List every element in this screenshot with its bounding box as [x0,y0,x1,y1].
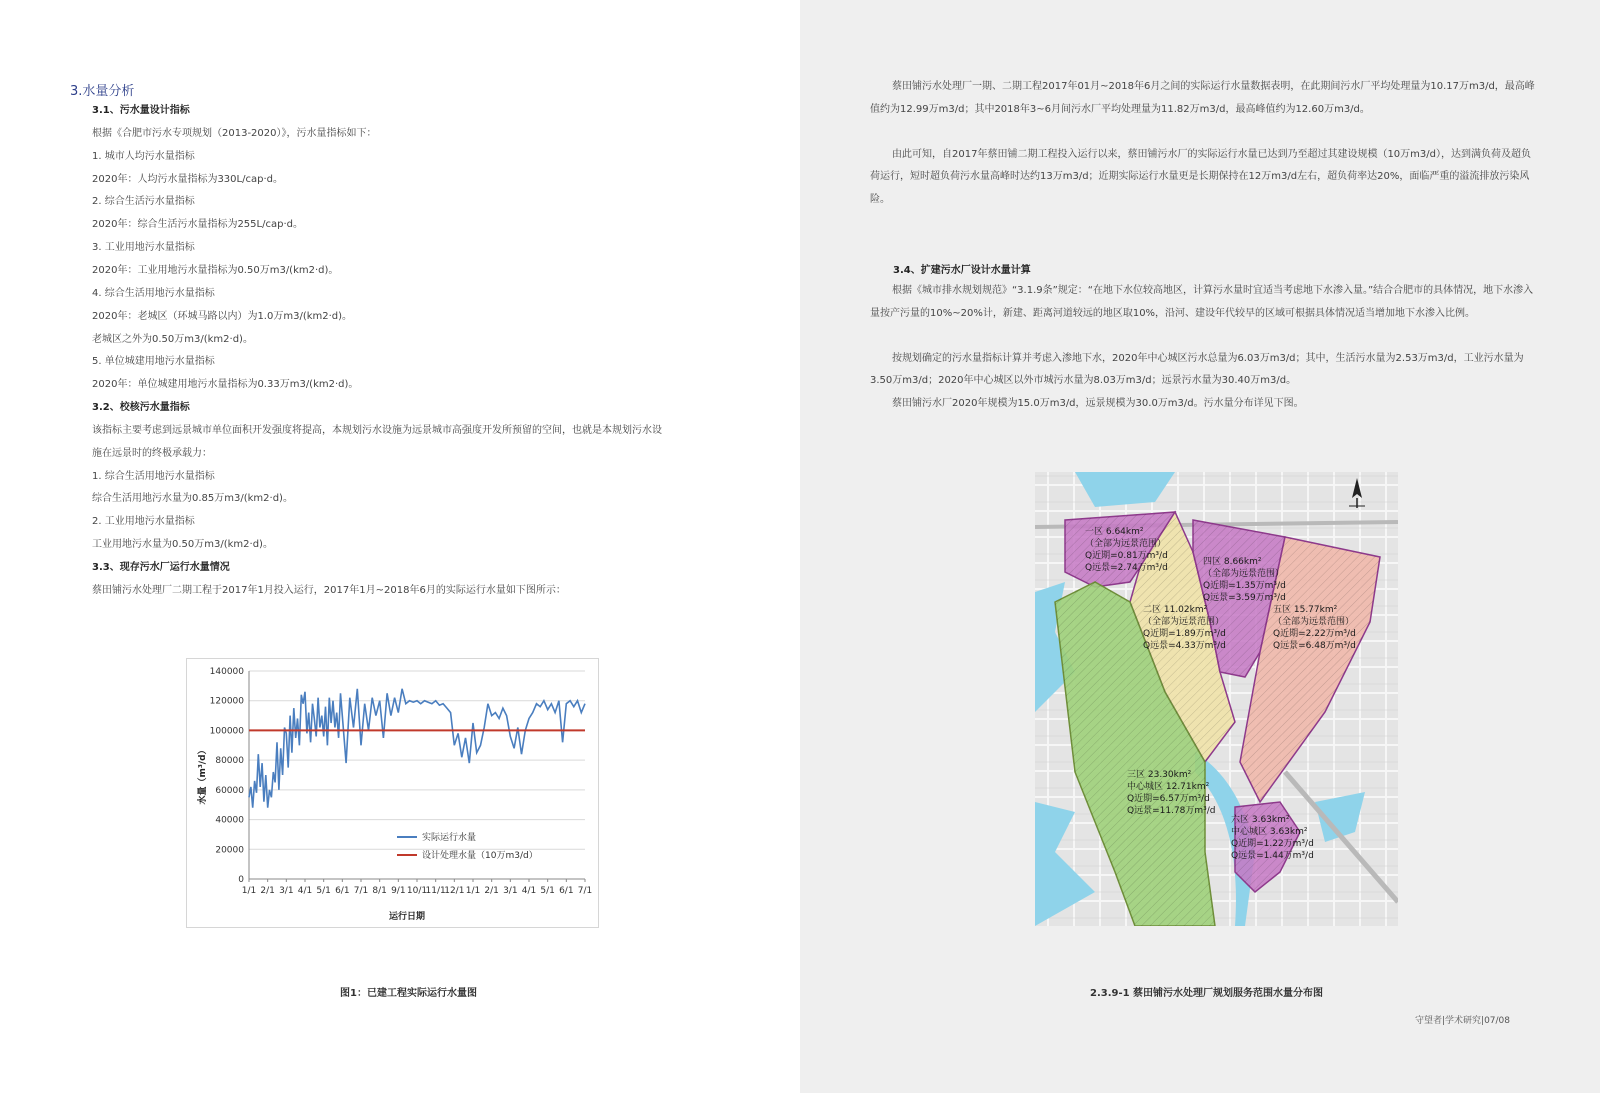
text-line: 施在远景时的终极承载力： [92,447,212,459]
zone-label: Q远景=11.78万m³/d [1127,806,1216,816]
zone-label: （全部为远景范围） [1273,617,1355,627]
zone-label: Q远景=1.44万m³/d [1231,851,1314,861]
x-tick-label: 4/1 [297,886,313,896]
chart-svg [187,659,598,927]
subsection-title: 3.4、扩建污水厂设计水量计算 [893,265,1031,276]
text-line: 老城区之外为0.50万m3/(km2·d)。 [92,333,253,345]
y-tick-label: 80000 [215,756,244,767]
text-line: 蔡田铺污水处理厂二期工程于2017年1月投入运行，2017年1月~2018年6月的实际运行水量如下图所示： [92,584,566,596]
zone-label: 中心城区 3.63km² [1231,827,1308,837]
text-line: 1. 城市人均污水量指标 [92,150,195,162]
y-tick-label: 40000 [215,815,244,826]
subheading: 3.2、校核污水量指标 [92,402,190,414]
zone-label: 六区 3.63km² [1231,815,1290,825]
x-tick-label: 11/1 [425,886,446,896]
map-svg [1035,472,1398,926]
zone-label: 三区 23.30km² [1127,770,1192,780]
zone-label: （全部为远景范围） [1143,617,1225,627]
zone-label: Q近期=1.22万m³/d [1231,839,1314,849]
paragraph: 蔡田铺污水厂2020年规模为15.0万m3/d，远景规模为30.0万m3/d。污水量分布详见下图。 [892,397,1304,409]
legend-label: 设计处理水量（10万m3/d） [422,851,538,861]
x-tick-label: 5/1 [540,886,555,896]
y-tick-label: 100000 [209,726,244,737]
zone-label: （全部为远景范围） [1203,569,1285,579]
text-line: 5. 单位城建用地污水量指标 [92,356,215,368]
y-tick-label: 120000 [209,696,244,707]
x-tick-label: 8/1 [372,886,387,896]
zone-label: Q远景=4.33万m³/d [1143,641,1226,651]
y-tick-label: 140000 [209,667,244,677]
y-tick-label: 60000 [215,785,244,796]
text-line: 1. 综合生活用地污水量指标 [92,470,215,482]
figure-caption-right: 2.3.9-1 蔡田铺污水处理厂规划服务范围水量分布图 [1090,988,1324,999]
zone-label: Q近期=0.81万m³/d [1085,551,1168,561]
y-axis-label: 水量（m³/d） [198,745,208,805]
zone-label: 四区 8.66km² [1203,557,1262,567]
text-line: 根据《合肥市污水专项规划（2013-2020）》，污水量指标如下： [92,127,377,139]
x-axis-label: 运行日期 [388,912,426,922]
paragraph: 根据《城市排水规划规范》“3.1.9条”规定：“在地下水位较高地区，计算污水量时宜适当考虑地下水渗入量。”结合合肥市的具体情况，地下水渗入量按产污量的10%~20%计，新建、距离河道较远的地区取10%，沿河、建设年代较早的区域可根据具体情况适当增加地下水渗入比例。 [870,285,1534,319]
text-line: 工业用地污水量为0.50万m3/(km2·d)。 [92,539,273,551]
subheading: 3.3、现存污水厂运行水量情况 [92,562,230,573]
x-tick-label: 3/1 [279,886,294,896]
zone-label: Q近期=2.22万m³/d [1273,629,1356,639]
text-line: 2020年：人均污水量指标为330L/cap·d。 [92,173,283,185]
x-tick-label: 4/1 [521,886,537,896]
zone-label: Q近期=6.57万m³/d [1127,794,1210,804]
subheading: 3.1、污水量设计指标 [92,105,190,116]
x-tick-label: 2/1 [260,886,275,896]
text-line: 2020年：老城区（环城马路以内）为1.0万m3/(km2·d)。 [92,310,353,322]
x-tick-label: 7/1 [577,886,593,896]
service-area-map [1035,472,1398,926]
text-line: 2020年：工业用地污水量指标为0.50万m3/(km2·d)。 [92,264,339,276]
x-tick-label: 6/1 [335,886,350,896]
legend-label: 实际运行水量 [422,833,477,843]
text-line: 2. 综合生活污水量指标 [92,196,195,208]
x-tick-label: 1/1 [241,886,257,896]
text-line: 2. 工业用地污水量指标 [92,516,195,528]
x-tick-label: 10/1 [406,886,428,896]
text-line: 3. 工业用地污水量指标 [92,242,195,254]
paragraph: 按规划确定的污水量指标计算并考虑入渗地下水，2020年中心城区污水总量为6.03万m3/d；其中，生活污水量为2.53万m3/d，工业污水量为3.50万m3/d；2020年中心城区以外市城污水量为8.03万m3/d；远景污水量为30.40万m3/d。 [870,352,1524,386]
zone-label: 二区 11.02km² [1143,605,1208,615]
text-line: 2020年：综合生活污水量指标为255L/cap·d。 [92,219,303,231]
x-tick-label: 9/1 [391,886,406,896]
paragraph: 蔡田铺污水处理厂一期、二期工程2017年01月~2018年6月之间的实际运行水量数据表明，在此期间污水厂平均处理量为10.17万m3/d，最高峰值约为12.99万m3/d；其中2018年3~6月间污水厂平均处理量为11.82万m3/d，最高峰值约为12.60万m3/d。 [870,81,1535,115]
section-title: 3.水量分析 [70,84,135,99]
zone-label: （全部为远景范围） [1085,539,1167,549]
figure-caption-left: 图1：已建工程实际运行水量图 [340,988,477,999]
text-line: 2020年：单位城建用地污水量指标为0.33万m3/(km2·d)。 [92,379,359,391]
zone-label: 五区 15.77km² [1273,605,1338,615]
x-tick-label: 2/1 [484,886,499,896]
x-tick-label: 5/1 [316,886,331,896]
zone-label: Q近期=1.35万m³/d [1203,581,1286,591]
right-page [800,0,1600,1093]
zone-label: Q远景=2.74万m³/d [1085,563,1168,573]
x-tick-label: 6/1 [559,886,574,896]
y-tick-label: 0 [238,875,244,885]
x-tick-label: 1/1 [465,886,481,896]
zone-label: 中心城区 12.71km² [1127,782,1210,792]
text-line: 该指标主要考虑到远景城市单位面积开发强度将提高，本规划污水设施为远景城市高强度开发所预留的空间，也就是本规划污水设 [92,424,662,436]
x-tick-label: 7/1 [353,886,369,896]
page-footer: 守望者|学术研究|07/08 [1415,1016,1511,1026]
y-tick-label: 20000 [215,845,244,856]
x-tick-label: 12/1 [444,886,465,896]
zone-label: 一区 6.64km² [1085,527,1144,537]
paragraph: 由此可知，自2017年蔡田铺二期工程投入运行以来，蔡田铺污水厂的实际运行水量已达到乃至超过其建设规模（10万m3/d），达到满负荷及超负荷运行，短时超负荷污水量高峰时达约13万m3/d；近期实际运行水量更是长期保持在12万m3/d左右，超负荷率达20%，面临严重的溢流排放污染风险。 [870,148,1531,205]
zone-label: Q远景=3.59万m³/d [1203,593,1286,603]
x-tick-label: 3/1 [503,886,518,896]
zone-label: Q远景=6.48万m³/d [1273,641,1356,651]
zone-label: Q近期=1.89万m³/d [1143,629,1226,639]
water-volume-chart [186,658,599,928]
text-line: 综合生活用地污水量为0.85万m3/(km2·d)。 [92,493,293,505]
text-line: 4. 综合生活用地污水量指标 [92,287,215,299]
